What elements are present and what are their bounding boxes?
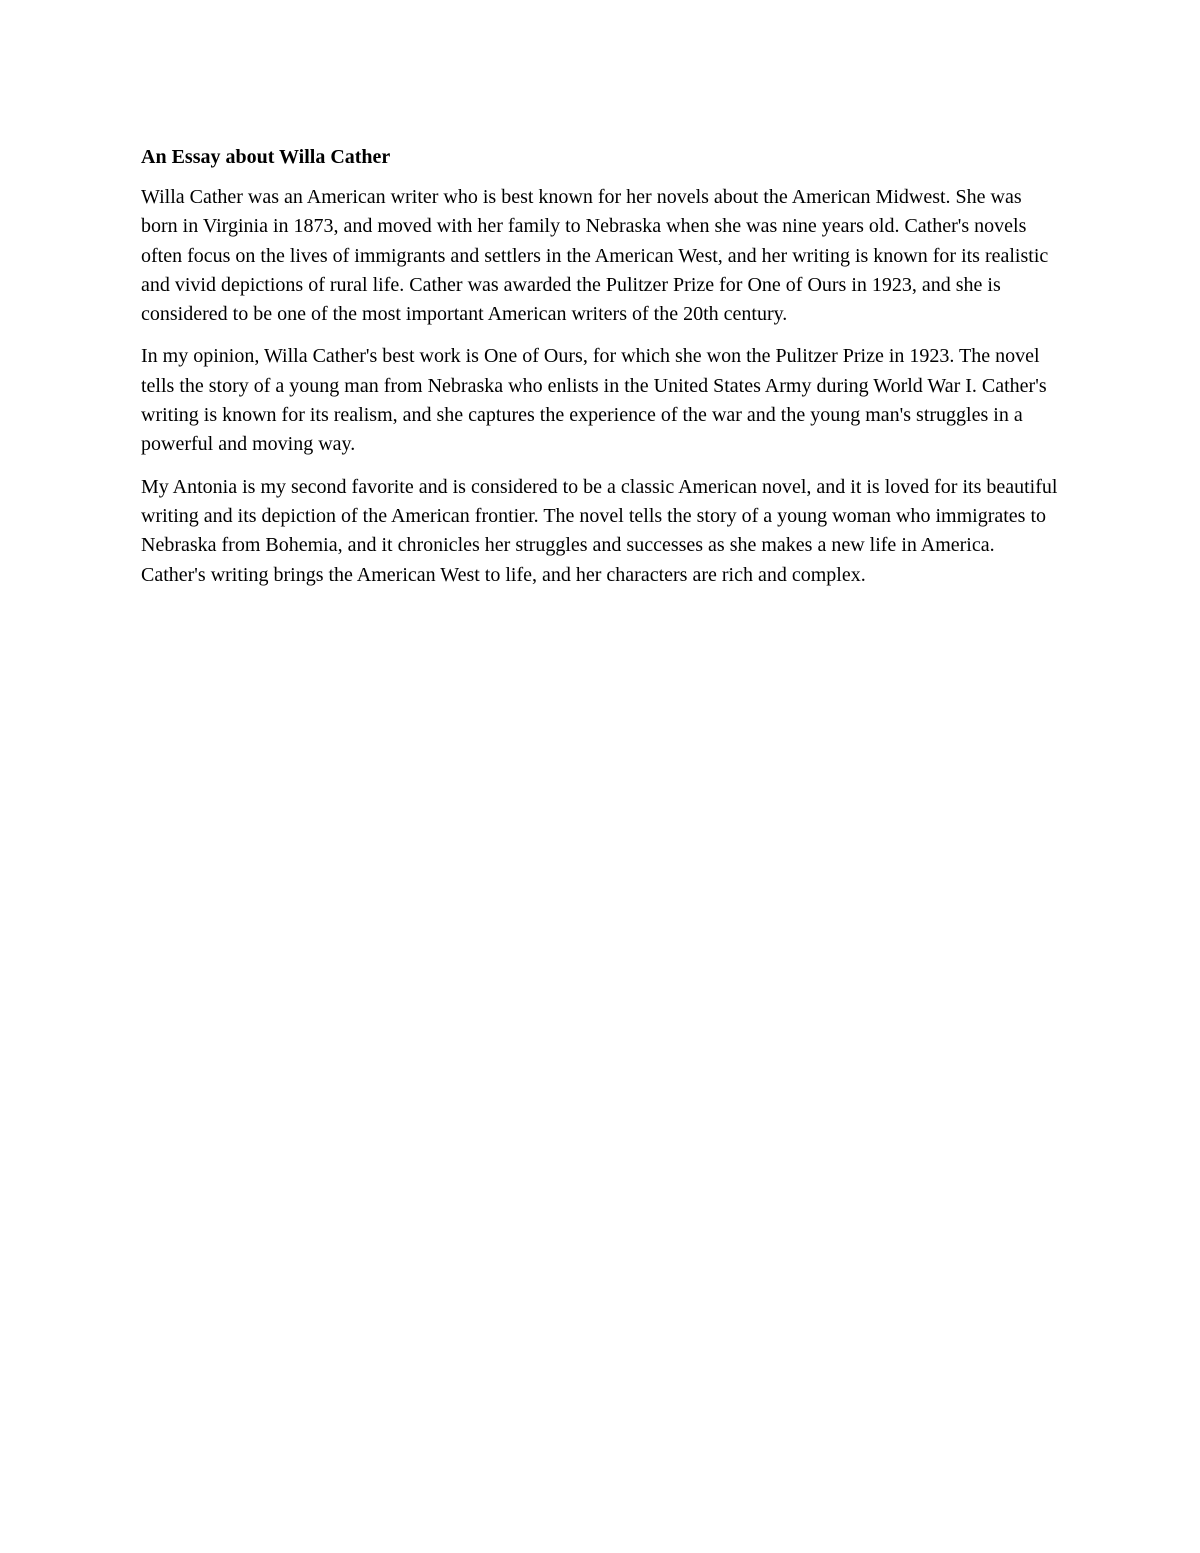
paragraph-one-of-ours: In my opinion, Willa Cather's best work is One of Ours, for which she won the Pulitzer Prize in 1923. The novel tells the story of a young man from Nebraska who enlists in the United States Army during World War I. Cather's writing is known for its realism, and she captures the experience of the war and the young man's struggles in a powerful and moving way.	[141, 345, 1047, 456]
paragraph-intro: Willa Cather was an American writer who is best known for her novels about the American Midwest. She was born in Virginia in 1873, and moved with her family to Nebraska when she was nine years old. Cather's novels often focus on the lives of immigrants and settlers in the American West, and her writing is known for its realistic and vivid depictions of rural life. Cather was awarded the Pulitzer Prize for One of Ours in 1923, and she is considered to be one of the most important American writers of the 20th century.	[141, 186, 1049, 326]
essay-title: An Essay about Willa Cather	[141, 146, 391, 168]
paragraph-my-antonia: My Antonia is my second favorite and is considered to be a classic American novel, and it is loved for its beautiful writing and its depiction of the American frontier. The novel tells the story of a young woman who immigrates to Nebraska from Bohemia, and it chronicles her struggles and successes as she makes a new life in America. Cather's writing brings the American West to life, and her characters are rich and complex.	[141, 475, 1058, 586]
document-body	[141, 143, 1061, 603]
